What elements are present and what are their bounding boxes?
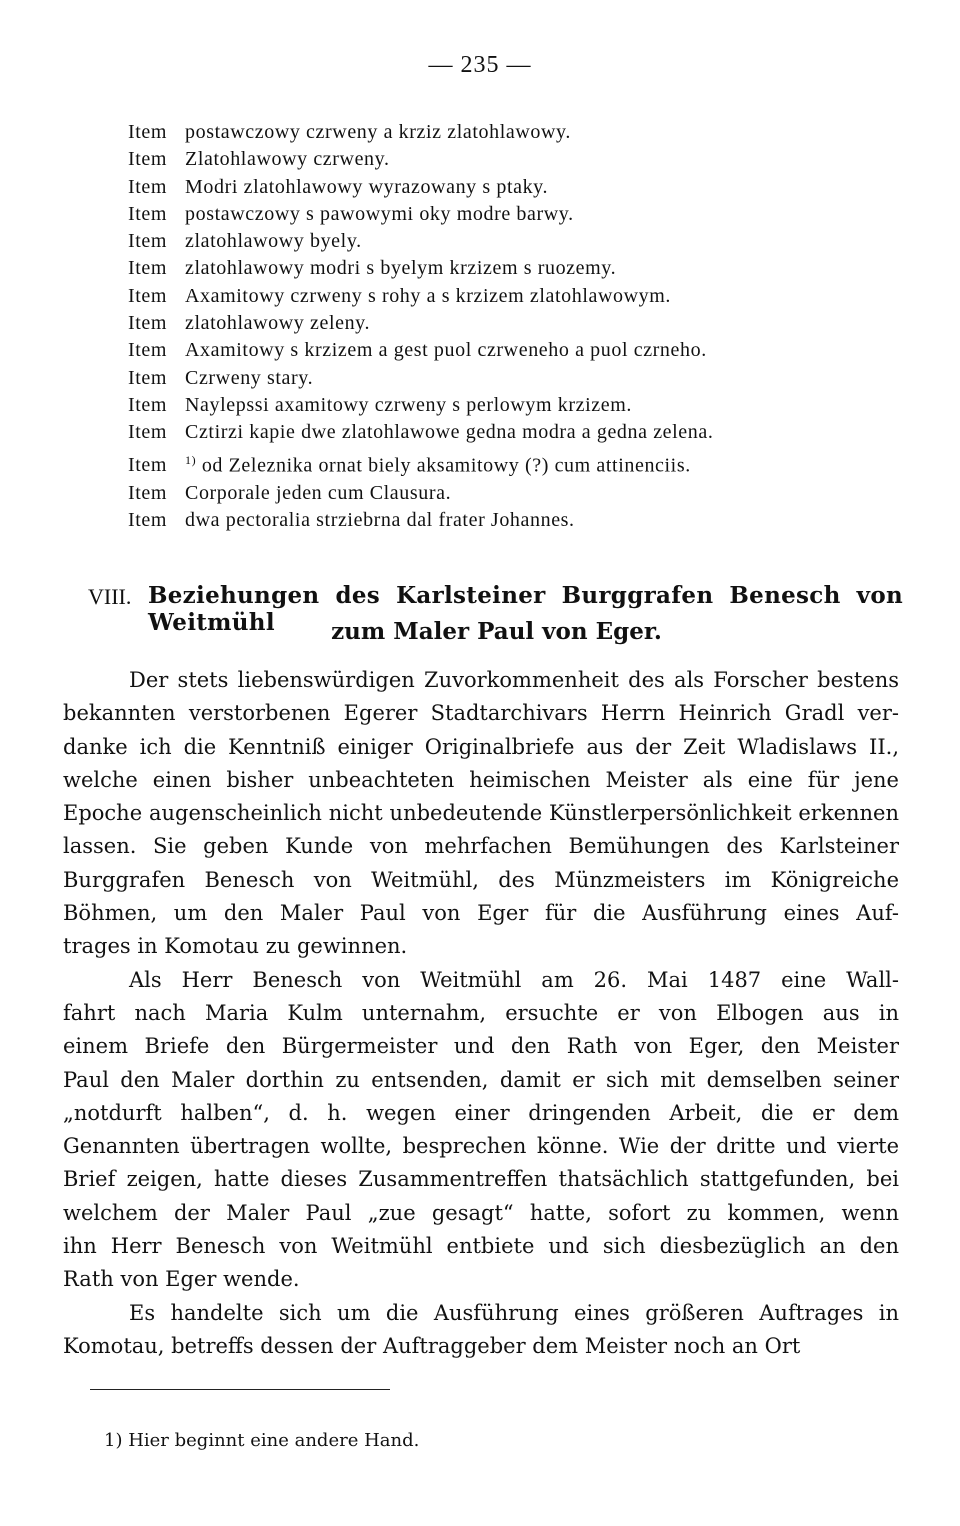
item-keyword: Item (128, 339, 168, 362)
item-line (128, 283, 868, 310)
item-line (128, 146, 868, 173)
item-keyword: Item (128, 508, 168, 531)
section-numeral: VIII. (88, 584, 132, 609)
item-line (128, 201, 868, 228)
footnote-divider (90, 1389, 390, 1390)
body-line: Paul den Maler dorthin zu entsenden, damit er sich mit demselben seiner (63, 1067, 899, 1092)
body-line: Es handelte sich um die Ausführung eines größeren Auftrages in (129, 1300, 899, 1325)
body-line: fahrt nach Maria Kulm unternahm, ersuchte er von Elbogen aus in (63, 1000, 899, 1025)
item-keyword: Item (128, 284, 168, 307)
body-line: Genannten übertragen wollte, besprechen könne. Wie der dritte und vierte (63, 1134, 899, 1159)
body-line: trages in Komotau zu gewinnen. (63, 934, 408, 959)
item-text: Axamitowy s krzizem a gest puol czrweneho a puol czrneho. (185, 339, 707, 362)
item-line (128, 507, 868, 534)
body-line: Der stets liebenswürdigen Zuvorkommenheit des als Forscher bestens (129, 668, 899, 692)
item-text: Czrweny stary. (185, 366, 314, 389)
body-line: bekannten verstorbenen Egerer Stadtarchivars Herrn Heinrich Gradl ver- (63, 701, 899, 726)
item-text: Axamitowy czrweny s rohy a s krzizem zlatohlawowym. (185, 284, 672, 307)
item-line (128, 255, 868, 282)
item-text: zlatohlawowy byely. (185, 230, 362, 253)
item-keyword: Item (128, 257, 168, 280)
item-keyword: Item (128, 421, 168, 444)
body-line: „notdurft halben“, d. h. wegen einer dringenden Arbeit, die er dem (63, 1100, 899, 1125)
body-line: ihn Herr Benesch von Weitmühl entbiete und sich diesbezüglich an den (63, 1234, 899, 1259)
page-number: — 235 — (428, 52, 532, 78)
body-line: Burggrafen Benesch von Weitmühl, des Münzmeisters im Königreiche (63, 867, 899, 892)
item-text: zlatohlawowy modri s byelym krzizem s ruozemy. (185, 257, 617, 280)
item-text: Zlatohlawowy czrweny. (185, 148, 390, 171)
item-line (128, 310, 868, 337)
item-keyword: Item (128, 148, 168, 171)
item-line (128, 119, 868, 146)
item-line (128, 228, 868, 255)
item-keyword: Item (128, 202, 168, 225)
item-list (128, 119, 868, 534)
body-line: Rath von Eger wende. (63, 1267, 300, 1292)
item-line (128, 365, 868, 392)
item-keyword: Item (128, 454, 168, 477)
item-text: dwa pectoralia strziebrna dal frater Johannes. (185, 508, 575, 531)
body-line: Als Herr Benesch von Weitmühl am 26. Mai 1487 eine Wall- (129, 967, 899, 992)
item-text: zlatohlawowy zeleny. (185, 312, 371, 335)
body-line: Böhmen, um den Maler Paul von Eger für die Ausführung eines Auf- (63, 901, 899, 926)
item-text: Cztirzi kapie dwe zlatohlawowe gedna modra a gedna zelena. (185, 421, 714, 444)
item-line (128, 392, 868, 419)
footnote-marker: 1) (185, 452, 197, 467)
body-text (63, 664, 899, 1363)
body-line: Epoche augenscheinlich nicht unbedeutende Künstlerpersönlichkeit erkennen (63, 801, 899, 826)
item-keyword: Item (128, 393, 168, 416)
footnote: 1) Hier beginnt eine andere Hand. (104, 1430, 420, 1451)
item-line (128, 419, 868, 446)
item-keyword: Item (128, 121, 168, 143)
body-line: einem Briefe den Bürgermeister und den Rath von Eger, den Meister (63, 1034, 899, 1059)
body-line: danke ich die Kenntniß einiger Originalbriefe aus der Zeit Wladislaws II., (63, 734, 899, 759)
item-text: od Zeleznika ornat biely aksamitowy (?) cum attinenciis. (201, 454, 691, 477)
item-line (128, 480, 868, 507)
body-line: welchem der Maler Paul „zue gesagt“ hatte, sofort zu kommen, wenn (63, 1200, 899, 1225)
item-keyword: Item (128, 481, 168, 504)
item-text: Naylepssi axamitowy czrweny s perlowym krzizem. (185, 393, 632, 416)
body-line: lassen. Sie geben Kunde von mehrfachen Bemühungen des Karlsteiner (63, 834, 899, 859)
item-line (128, 337, 868, 364)
section-title-line-1: Beziehungen des Karlsteiner Burggrafen Benesch von Weitmühl (148, 582, 903, 636)
body-line: Komotau, betreffs dessen der Auftraggeber dem Meister noch an Ort (63, 1333, 801, 1358)
item-keyword: Item (128, 175, 168, 198)
item-text: Corporale jeden cum Clausura. (185, 481, 452, 504)
item-text: Modri zlatohlawowy wyrazowany s ptaky. (185, 175, 549, 198)
body-line: welche einen bisher unbeachteten heimischen Meister als eine für jene (63, 767, 899, 792)
item-text: postawczowy czrweny a krziz zlatohlawowy. (185, 121, 571, 143)
item-keyword: Item (128, 230, 168, 253)
body-line: Brief zeigen, hatte dieses Zusammentreffen thatsächlich stattgefunden, bei (63, 1167, 899, 1192)
item-line (128, 174, 868, 201)
item-line (128, 447, 868, 480)
item-text: postawczowy s pawowymi oky modre barwy. (185, 202, 574, 225)
item-keyword: Item (128, 366, 168, 389)
section-title-line-2: zum Maler Paul von Eger. (331, 618, 662, 645)
item-keyword: Item (128, 312, 168, 335)
